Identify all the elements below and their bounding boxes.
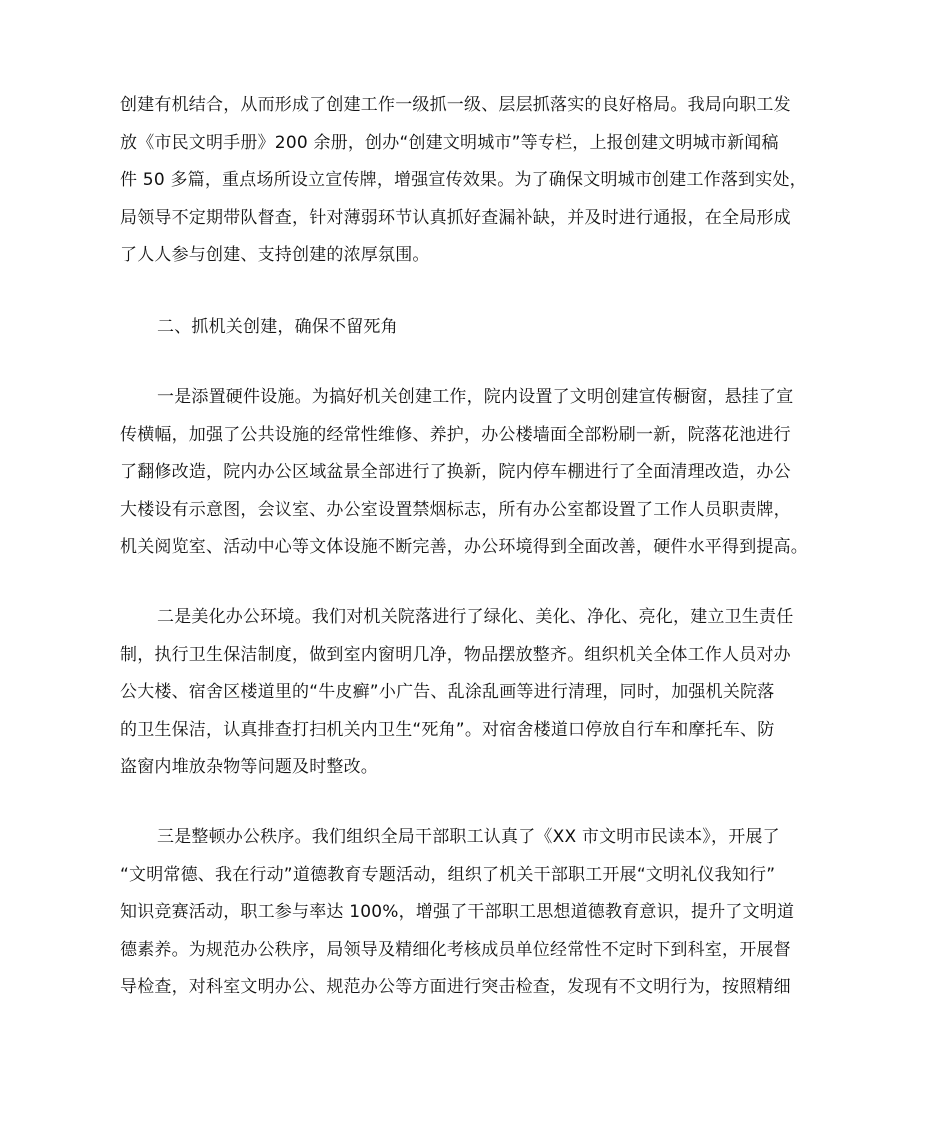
paragraph-3-line-5: 盗窗内堆放杂物等问题及时整改。 bbox=[120, 757, 378, 777]
paragraph-2-line-3: 了翻修改造，院内办公区域盆景全部进行了换新，院内停车棚进行了全面清理改造，办公 bbox=[120, 462, 791, 482]
section-heading: 二、抓机关创建，确保不留死角 bbox=[157, 317, 398, 337]
paragraph-1-line-4: 局领导不定期带队督查，针对薄弱环节认真抓好查漏补缺，并及时进行通报，在全局形成 bbox=[120, 208, 791, 228]
paragraph-3-line-4: 的卫生保洁，认真排查打扫机关内卫生“死角”。对宿舍楼道口停放自行车和摩托车、防 bbox=[120, 720, 775, 740]
paragraph-4-line-4: 德素养。为规范办公秩序，局领导及精细化考核成员单位经常性不定时下到科室，开展督 bbox=[120, 940, 791, 960]
paragraph-4-line-1: 三是整顿办公秩序。我们组织全局干部职工认真了《XX 市文明市民读本》，开展了 bbox=[157, 827, 780, 847]
paragraph-1-line-5: 了人人参与创建、支持创建的浓厚氛围。 bbox=[120, 245, 430, 265]
paragraph-1-line-1: 创建有机结合，从而形成了创建工作一级抓一级、层层抓落实的良好格局。我局向职工发 bbox=[120, 95, 791, 115]
paragraph-4-line-5: 导检查，对科室文明办公、规范办公等方面进行突击检查，发现有不文明行为，按照精细 bbox=[120, 977, 791, 997]
paragraph-3-line-1: 二是美化办公环境。我们对机关院落进行了绿化、美化、净化、亮化，建立卫生责任 bbox=[157, 607, 794, 627]
paragraph-2-line-2: 传横幅，加强了公共设施的经常性维修、养护，办公楼墙面全部粉刷一新，院落花池进行 bbox=[120, 425, 791, 445]
paragraph-1-line-3: 件 50 多篇，重点场所设立宣传牌，增强宣传效果。为了确保文明城市创建工作落到实处， bbox=[120, 170, 807, 190]
paragraph-2-line-5: 机关阅览室、活动中心等文体设施不断完善，办公环境得到全面改善，硬件水平得到提高。 bbox=[120, 537, 808, 557]
paragraph-3-line-3: 公大楼、宿舍区楼道里的“牛皮癣”小广告、乱涂乱画等进行清理，同时，加强机关院落 bbox=[120, 682, 775, 702]
paragraph-3-line-2: 制，执行卫生保洁制度，做到室内窗明几净，物品摆放整齐。组织机关全体工作人员对办 bbox=[120, 645, 791, 665]
paragraph-2-line-4: 大楼设有示意图，会议室、办公室设置禁烟标志，所有办公室都设置了工作人员职责牌， bbox=[120, 500, 791, 520]
paragraph-4-line-3: 知识竞赛活动，职工参与率达 100%，增强了干部职工思想道德教育意识，提升了文明道 bbox=[120, 902, 795, 922]
paragraph-4-line-2: “文明常德、我在行动”道德教育专题活动，组织了机关干部职工开展“文明礼仪我知行” bbox=[120, 865, 776, 885]
paragraph-1-line-2: 放《市民文明手册》200 余册，创办“创建文明城市”等专栏，上报创建文明城市新闻稿 bbox=[120, 133, 779, 153]
paragraph-2-line-1: 一是添置硬件设施。为搞好机关创建工作，院内设置了文明创建宣传橱窗，悬挂了宣 bbox=[157, 387, 794, 407]
